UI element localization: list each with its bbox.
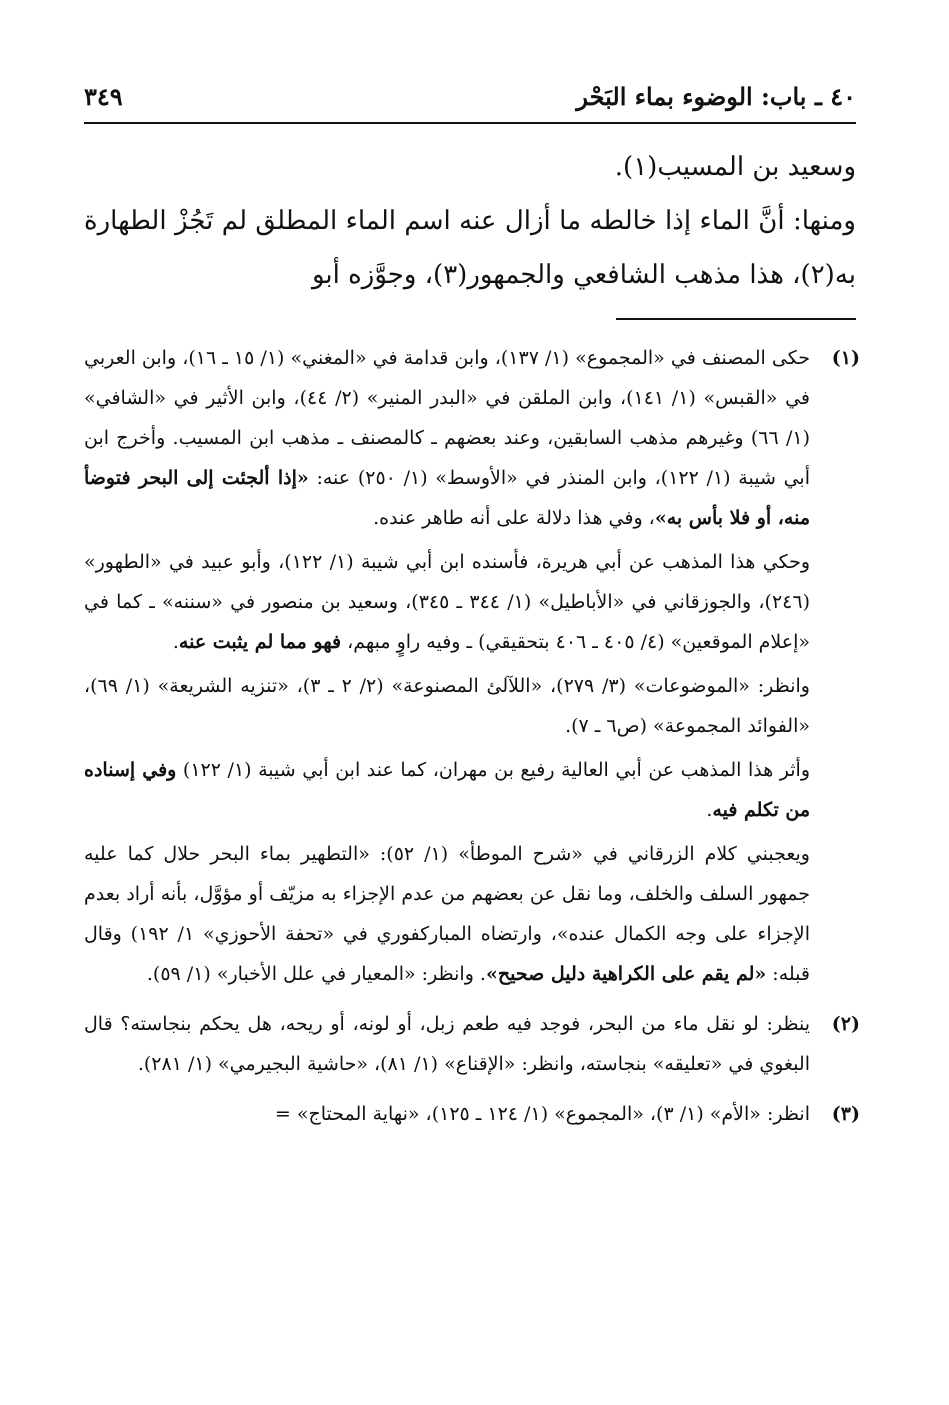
footnote-number: (٢) [831, 1013, 860, 1035]
footnote-3 [84, 1094, 860, 1138]
footnote-separator [616, 318, 856, 320]
footnote-body [84, 1004, 810, 1088]
text-run: . وانظر: «المعيار في علل الأخبار» (١/ ٥٩). [146, 963, 486, 985]
text-run: ينظر: لو نقل ماء من البحر، فوجد فيه طعم زبل، أو لونه، أو ريحه، هل يحكم بنجاسته؟ قال البغوي في «تعليقه» بنجاسته، وانظر: «الإقناع» (١/ ٨١)، «حاشية البجيرمي» (١/ ٢٨١). [84, 1013, 810, 1075]
text-run: . [172, 631, 179, 653]
chapter-title: ٤٠ ـ باب: الوضوء بماء البَحْر [576, 81, 856, 111]
bold-quote: «إذا ألجئت إلى البحر فتوضأ منه، أو فلا بأس به» [84, 467, 810, 529]
footnote-paragraph [84, 1004, 810, 1084]
running-header [84, 70, 856, 124]
text-run: حكى المصنف في «المجموع» (١/ ١٣٧)، وابن قدامة في «المغني» (١/ ١٥ ـ ١٦)، وابن العربي في «القبس» (١/ ١٤١)، وابن الملقن في «البدر المنير» (٢/ ٤٤)، وابن الأثير في «الشافي» (١/ ٦٦) وغيرهم مذهب السابقين، وعند بعضهم ـ كالمصنف ـ مذهب ابن المسيب. وأخرج ابن أبي شيبة (١/ ١٢٢)، وابن المنذر في «الأوسط» (١/ ٢٥٠) عنه: [84, 347, 811, 489]
main-paragraph: ومنها: أنَّ الماء إذا خالطه ما أزال عنه اسم الماء المطلق لم تَجُزْ الطهارة به(٢)، هذا مذهب الشافعي والجمهور(٣)، وجوَّزه أبو [84, 206, 856, 290]
text-run: ويعجبني كلام الزرقاني في «شرح الموطأ» (١/ ٥٢): «التطهير بماء البحر حلال كما عليه جمهور السلف والخلف، وما نقل عن بعضهم من عدم الإجزاء به مزيّف أو مؤوَّل، بأنه أراد بعدم الإجزاء على وجه الكمال عنده»، وارتضاه المباركفوري في «تحفة الأحوزي» ١/ ١٩٢) وقال قبله: [84, 843, 810, 985]
bold-phrase: فهو مما لم يثبت عنه [178, 631, 342, 653]
footnote-paragraph [84, 666, 810, 746]
main-text [84, 140, 856, 302]
text-run: وحكي هذا المذهب عن أبي هريرة، فأسنده ابن أبي شيبة (١/ ١٢٢)، وأبو عبيد في «الطهور» (٢٤٦)، والجوزقاني في «الأباطيل» (١/ ٣٤٤ ـ ٣٤٥)، وسعيد بن منصور في «سننه» ـ كما في «إعلام الموقعين» (٤/ ٤٠٥ ـ ٤٠٦ بتحقيقي) ـ وفيه راوٍ مبهم، [84, 551, 810, 653]
main-line-1: وسعيد بن المسيب(١). [614, 152, 856, 182]
footnote-1 [84, 338, 860, 998]
footnote-body [84, 338, 810, 998]
page-number: ٣٤٩ [84, 81, 123, 111]
footnote-paragraph [84, 338, 810, 538]
bold-phrase: وفي إسناده من تكلم فيه [84, 759, 810, 821]
footnote-number: (٣) [831, 1103, 860, 1125]
footnote-paragraph [84, 750, 810, 830]
footnote-2 [84, 1004, 860, 1088]
text-run: وأثر هذا المذهب عن أبي العالية رفيع بن مهران، كما عند ابن أبي شيبة (١/ ١٢٢) [176, 759, 810, 781]
footnotes [84, 338, 860, 1144]
text-run: انظر: «الأم» (١/ ٣)، «المجموع» (١/ ١٢٤ ـ ١٢٥)، «نهاية المحتاج» = [274, 1103, 810, 1125]
footnote-paragraph [84, 834, 810, 994]
footnote-number: (١) [831, 347, 860, 369]
bold-quote: «لم يقم على الكراهية دليل صحيح» [485, 963, 767, 985]
footnote-paragraph [84, 542, 810, 662]
text-run: وانظر: «الموضوعات» (٣/ ٢٧٩)، «اللآلئ المصنوعة» (٢/ ٢ ـ ٣)، «تنزيه الشريعة» (١/ ٦٩)، «الفوائد المجموعة» (ص٦ ـ ٧). [84, 675, 810, 737]
footnote-paragraph [84, 1094, 810, 1134]
text-run: . [706, 799, 713, 821]
text-run: ، وفي هذا دلالة على أنه طاهر عنده. [373, 507, 655, 529]
footnote-body [84, 1094, 810, 1138]
